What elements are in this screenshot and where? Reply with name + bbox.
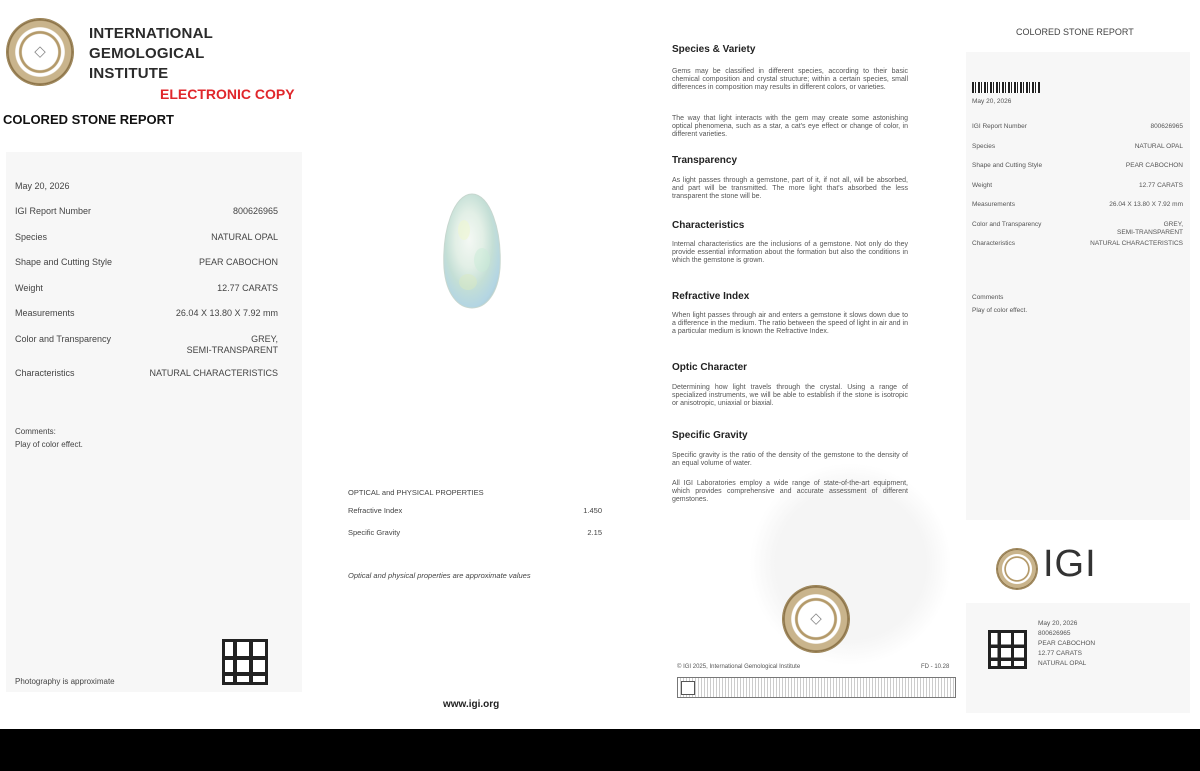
right-characteristics-row [972,240,1183,247]
refractive-index-row [348,506,602,515]
website-link[interactable]: www.igi.org [443,699,500,710]
qr-code-icon [222,639,268,685]
measurements-row [15,308,278,318]
row-value: PEAR CABOCHON [1125,162,1183,169]
org-name-line1: INTERNATIONAL [89,25,213,42]
color-transparency-row [15,334,278,356]
card-species: NATURAL OPAL [1038,660,1087,667]
row-label: Shape and Cutting Style [15,257,113,267]
section-title-optic: Optic Character [672,362,748,373]
section-title-transparency: Transparency [672,155,738,166]
right-comments-label: Comments [972,294,1004,301]
row-value: 2.15 [587,528,602,537]
row-value: 12.77 CARATS [1139,182,1183,189]
row-label: Color and Transparency [15,334,112,344]
igi-logo-text: IGI [1043,543,1097,585]
right-color-transparency-row [972,221,1183,237]
report-title: COLORED STONE REPORT [3,112,174,127]
row-label: IGI Report Number [15,206,92,216]
properties-title: OPTICAL and PHYSICAL PROPERTIES [348,488,484,497]
row-value: GREY, [1163,221,1183,228]
security-strip [677,677,956,698]
section-title-gravity: Specific Gravity [672,430,748,441]
right-comments-value: Play of color effect. [972,307,1028,314]
row-value-2: SEMI-TRANSPARENT [1117,229,1183,236]
row-value-2: SEMI-TRANSPARENT [186,345,278,355]
row-value: 800626965 [232,206,278,216]
card-date: May 20, 2026 [1038,620,1078,627]
igi-seal-logo-bottom [783,586,849,652]
weight-row [15,283,278,293]
right-shape-row [972,162,1183,169]
row-label: Species [972,143,996,150]
right-measurements-row [972,201,1183,208]
species-row [15,232,278,242]
document-icon [681,681,695,695]
row-label: Refractive Index [348,506,403,515]
report-number-row [15,206,278,216]
row-value: NATURAL OPAL [1134,143,1183,150]
igi-seal-small [997,549,1037,589]
row-label: Shape and Cutting Style [972,162,1043,169]
comments-label: Comments: [15,427,56,436]
card-report-number: 800626965 [1038,630,1071,637]
card-qr-code-icon [988,630,1027,669]
section-title-characteristics: Characteristics [672,220,745,231]
row-value: NATURAL CHARACTERISTICS [1090,240,1183,247]
section-text-gravity-2: All IGI Laboratories employ a wide range of state-of-the-art equipment, which provides comprehensive and accurate assessment of different gemstones. [672,480,908,503]
row-value: GREY, [251,334,278,344]
comments-value: Play of color effect. [15,440,83,449]
org-name-line3: INSTITUTE [89,65,169,82]
section-text-transparency: As light passes through a gemstone, part of it, if not all, will be absorbed, and part will be transmitted. The more light that's absorbed the less transparent the stone will be. [672,177,908,200]
copyright-text: © IGI 2025, International Gemological Institute [677,664,801,670]
row-label: Characteristics [972,240,1015,247]
row-label: Specific Gravity [348,528,401,537]
row-value: NATURAL CHARACTERISTICS [149,368,278,378]
row-value: 800626965 [1150,123,1183,130]
section-text-optic: Determining how light travels through the crystal. Using a range of specialized instruments, we will be able to establish if the stone is isotropic or anisotropic, uniaxial or biaxial. [672,384,908,407]
row-label: Characteristics [15,368,75,378]
right-report-number-row [972,123,1183,130]
section-text-refractive: When light passes through air and enters a gemstone it slows down due to a difference in the medium. The ratio between the speed of light in air and in a particular medium is known the Refractive Index. [672,312,908,335]
electronic-copy-label: ELECTRONIC COPY [160,86,295,102]
section-title-species: Species & Variety [672,44,756,55]
org-name-line2: GEMOLOGICAL [89,45,205,62]
row-label: Weight [972,182,993,189]
properties-note: Optical and physical properties are approximate values [348,571,531,580]
report-date: May 20, 2026 [15,181,70,191]
diamond-icon: ◇ [810,609,822,627]
specific-gravity-row [348,528,602,537]
card-weight: 12.77 CARATS [1038,650,1082,657]
row-label: IGI Report Number [972,123,1027,130]
row-value: 1.450 [583,506,602,515]
row-value: PEAR CABOCHON [198,257,278,267]
barcode-icon [972,82,1040,93]
igi-seal-logo [7,19,73,85]
row-value: 26.04 X 13.80 X 7.92 mm [1109,201,1183,208]
form-code: FD - 10.28 [921,664,950,670]
row-value: NATURAL OPAL [211,232,278,242]
row-label: Weight [15,283,43,293]
right-report-title: COLORED STONE REPORT [1016,27,1134,37]
diamond-icon: ◇ [34,42,46,60]
section-text-characteristics: Internal characteristics are the inclusions of a gemstone. Not only do they provide essential information about the formation but also the conditions in which the gemstone is grown. [672,241,908,264]
row-value: 12.77 CARATS [217,283,278,293]
section-title-refractive: Refractive Index [672,291,750,302]
right-report-date: May 20, 2026 [972,98,1012,105]
card-details [1038,619,1095,669]
section-text-species-1: Gems may be classified in different species, according to their basic chemical composition and crystal structure; within a certain species, small differences in composition may results in different colors, or varieties. [672,68,908,91]
characteristics-row [15,368,278,378]
shape-row [15,257,278,267]
row-label: Color and Transparency [972,221,1042,228]
section-text-species-2: The way that light interacts with the gem may create some astonishing optical phenomena, such as a star, a cat's eye effect or change of color, in different varieties. [672,115,908,138]
right-species-row [972,143,1183,150]
card-shape: PEAR CABOCHON [1038,640,1096,647]
photography-note: Photography is approximate [15,677,115,686]
row-label: Species [15,232,48,242]
row-label: Measurements [15,308,75,318]
section-text-gravity-1: Specific gravity is the ratio of the density of the gemstone to the density of an equal volume of water. [672,452,908,467]
opal-gem-image [438,190,506,312]
watermark-seal [743,435,958,670]
row-value: 26.04 X 13.80 X 7.92 mm [175,308,278,318]
row-label: Measurements [972,201,1015,208]
right-weight-row [972,182,1183,189]
